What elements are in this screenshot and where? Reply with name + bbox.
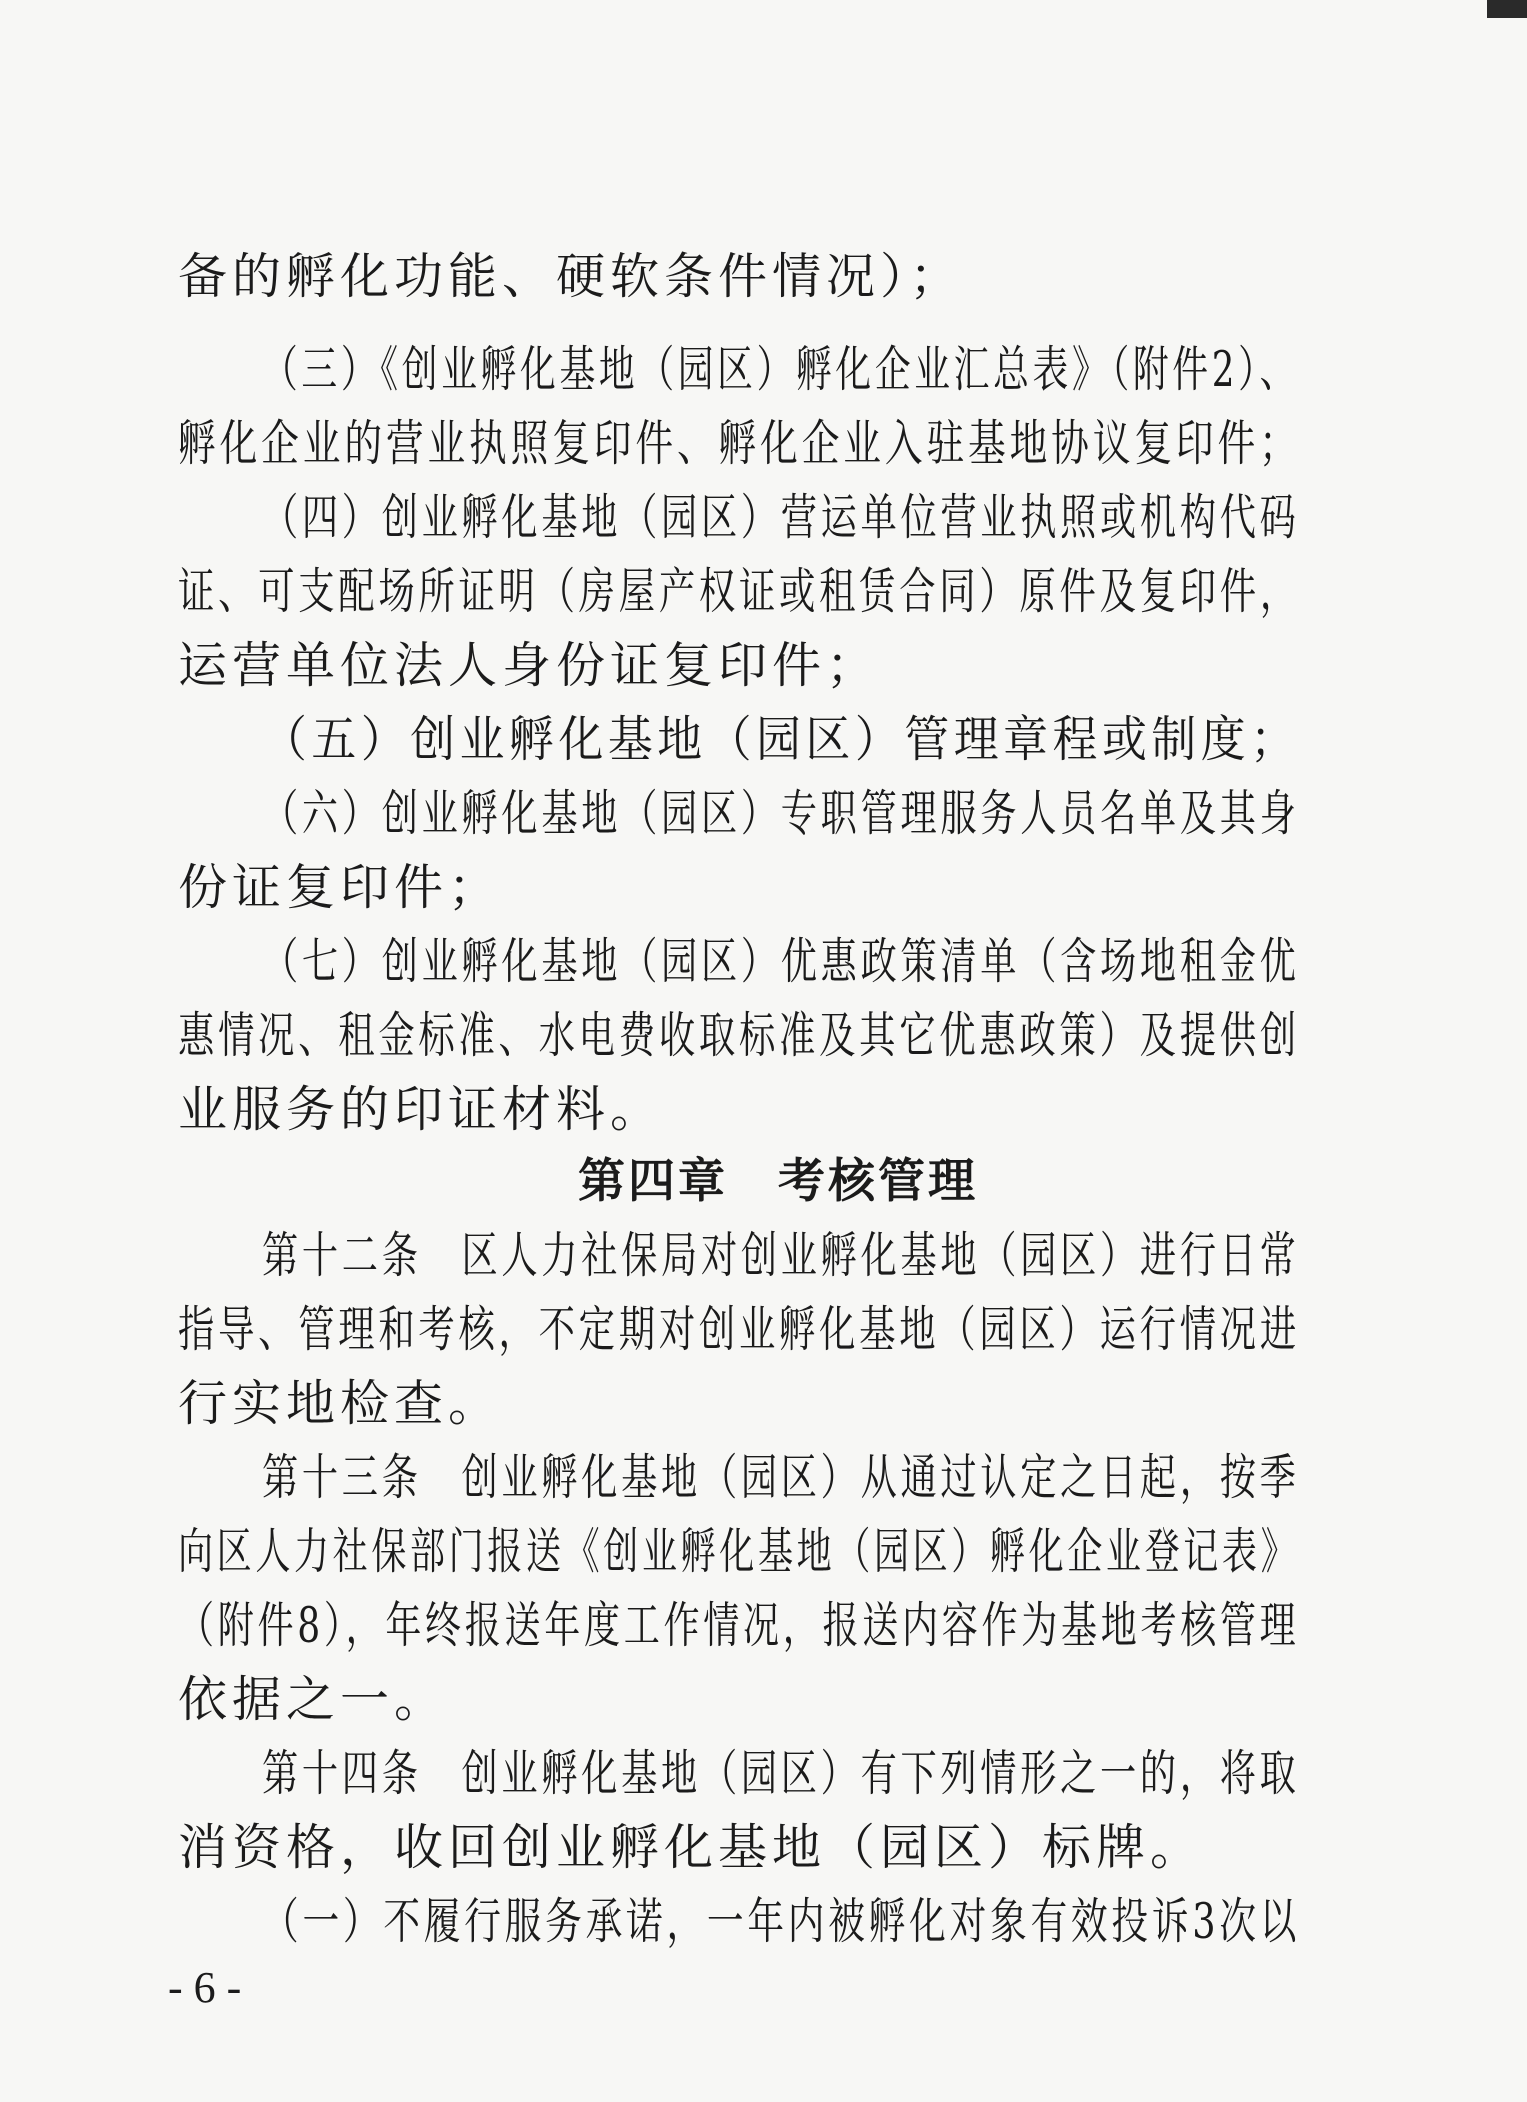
text-line: 孵化企业的营业执照复印件、孵化企业入驻基地协议复印件； <box>178 415 1301 472</box>
text-line: 依据之一。 <box>178 1671 449 1728</box>
page-number: - 6 - <box>168 1963 242 2012</box>
text-line: （三）《创业孵化基地（园区）孵化企业汇总表》（附件2）、 <box>262 341 1300 398</box>
text-line: （四）创业孵化基地（园区）营运单位营业执照或机构代码 <box>262 489 1300 546</box>
text-line: 证、可支配场所证明（房屋产权证或租赁合同）原件及复印件， <box>178 563 1300 620</box>
text-line: 运营单位法人身份证复印件； <box>178 637 881 694</box>
text-line: 第十四条 创业孵化基地（园区）有下列情形之一的，将取 <box>262 1745 1300 1802</box>
text-line: 消资格，收回创业孵化基地（园区）标牌。 <box>178 1819 1205 1876</box>
text-line: （六）创业孵化基地（园区）专职管理服务人员名单及其身 <box>262 785 1300 842</box>
text-line: 第十二条 区人力社保局对创业孵化基地（园区）进行日常 <box>262 1227 1300 1284</box>
scan-corner-mark <box>1487 0 1527 18</box>
text-line: （七）创业孵化基地（园区）优惠政策清单（含场地租金优 <box>262 933 1300 990</box>
text-line: 业服务的印证材料。 <box>178 1081 665 1138</box>
text-line: （五）创业孵化基地（园区）管理章程或制度； <box>262 711 1300 768</box>
text-line: 第十三条 创业孵化基地（园区）从通过认定之日起，按季 <box>262 1449 1300 1506</box>
text-line: 指导、管理和考核，不定期对创业孵化基地（园区）运行情况进 <box>178 1301 1300 1358</box>
text-line: 份证复印件； <box>178 859 503 916</box>
chapter-heading: 第四章 考核管理 <box>578 1154 978 1209</box>
text-line: （附件8），年终报送年度工作情况，报送内容作为基地考核管理 <box>178 1597 1300 1654</box>
text-line: 向区人力社保部门报送《创业孵化基地（园区）孵化企业登记表》 <box>178 1523 1300 1580</box>
text-line: 备的孵化功能、硬软条件情况）； <box>178 248 964 305</box>
text-line: 惠情况、租金标准、水电费收取标准及其它优惠政策）及提供创 <box>178 1007 1300 1064</box>
text-line: 行实地检查。 <box>178 1375 503 1432</box>
text-line: （一）不履行服务承诺，一年内被孵化对象有效投诉3次以 <box>262 1893 1301 1950</box>
